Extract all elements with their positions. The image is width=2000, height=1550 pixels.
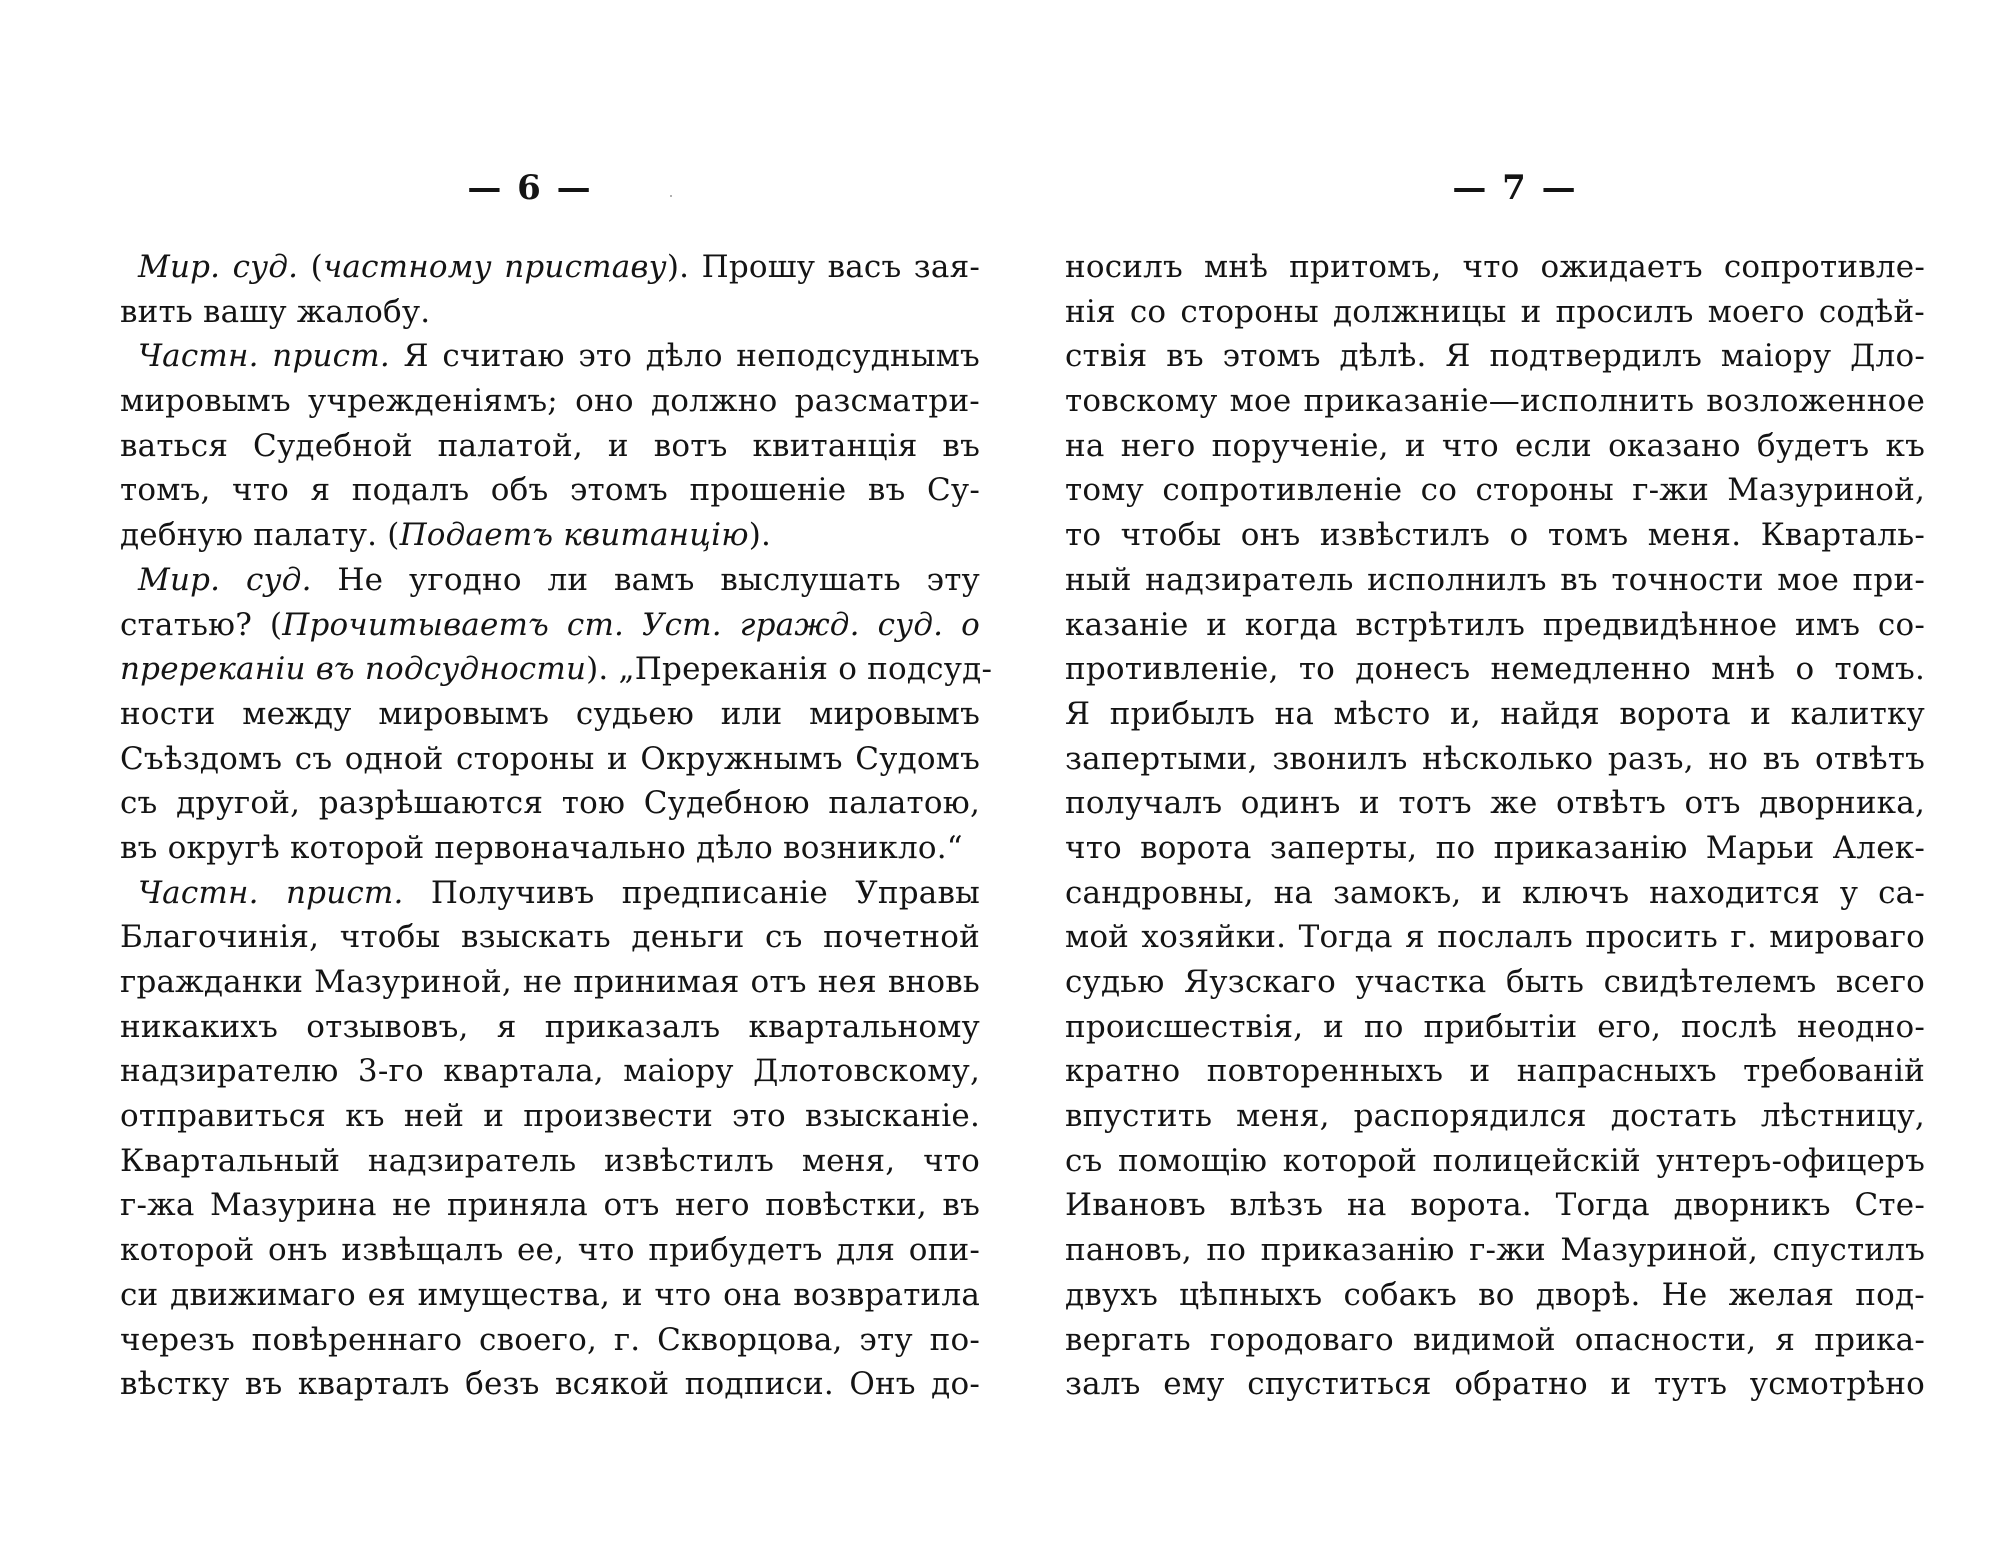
text-line (1065, 737, 1925, 782)
text-line (120, 781, 980, 826)
line-text: ). Прошу васъ зая- (666, 249, 981, 285)
line-text: ( (298, 249, 323, 285)
line-text: гражданки Мазуриной, не принимая отъ нея вновь (120, 964, 980, 1000)
line-text: тому сопротивленіе со стороны г-жи Мазуриной, (1065, 472, 1925, 509)
text-line (120, 468, 980, 513)
right-page (1065, 0, 1925, 1550)
line-text: томъ, что я подалъ объ этомъ прошеніе въ Су- (120, 472, 980, 509)
line-text: ваться Судебной палатой, и вотъ квитанція въ (120, 427, 980, 464)
text-line (120, 1273, 980, 1318)
line-text: казаніе и когда встрѣтилъ предвидѣнное имъ со- (1065, 606, 1925, 643)
line-text: двухъ цѣпныхъ собакъ во дворѣ. Не желая под- (1065, 1276, 1925, 1313)
stage-direction: пререканіи въ подсудности (120, 651, 587, 688)
text-line (120, 737, 980, 782)
line-text: вѣстку въ кварталъ безъ всякой подписи. Онъ до- (120, 1366, 980, 1403)
line-text: ный надзиратель исполнилъ въ точности мое при- (1065, 561, 1925, 598)
line-text: носилъ мнѣ притомъ, что ожидаетъ сопротивле- (1065, 249, 1925, 285)
text-line (1065, 1273, 1925, 1318)
left-page (120, 0, 993, 1550)
line-text: Я считаю это дѣло неподсуднымъ (389, 338, 980, 375)
text-line (1065, 692, 1925, 737)
text-line (120, 1183, 980, 1228)
text-line (120, 915, 980, 960)
text-line (120, 558, 980, 603)
line-text: на него порученіе, и что если оказано будетъ къ (1065, 427, 1925, 464)
line-text: Ивановъ влѣзъ на ворота. Тогда дворникъ Сте- (1065, 1187, 1925, 1224)
line-text: судью Яузскаго участка быть свидѣтелемъ всего (1065, 964, 1925, 1000)
text-line (120, 1318, 980, 1363)
line-text: что ворота заперты, по приказанію Марьи Алек- (1065, 829, 1925, 866)
line-text: Благочинія, чтобы взыскать деньги съ почетной (120, 919, 980, 956)
text-line (1065, 245, 1925, 290)
line-text: отправиться къ ней и произвести это взысканіе. (120, 1098, 980, 1135)
text-line (1065, 1049, 1925, 1094)
speaker-label: Частн. прист. (138, 338, 390, 375)
line-text: происшествія, и по прибытіи его, послѣ неодно- (1065, 1008, 1925, 1045)
text-line (120, 1005, 980, 1050)
stage-direction: частному приставу (322, 249, 667, 285)
text-line (120, 424, 980, 469)
text-line (1065, 1139, 1925, 1184)
text-line (1065, 647, 1925, 692)
line-text: вергать городоваго видимой опасности, я прика- (1065, 1321, 1925, 1358)
text-line (1065, 871, 1925, 916)
line-text: ). (748, 517, 772, 554)
left-page-text (120, 245, 993, 1407)
line-text: никакихъ отзывовъ, я приказалъ квартальному (120, 1008, 980, 1045)
text-line (1065, 960, 1925, 1005)
line-text: кратно повторенныхъ и напрасныхъ требованій (1065, 1053, 1925, 1090)
line-text: Получивъ предписаніе Управы (403, 874, 980, 911)
text-line (120, 603, 980, 648)
line-text: си движимаго ея имущества, и что она возвратила (120, 1276, 980, 1313)
line-text: съ помощію которой полицейскій унтеръ-офицеръ (1065, 1142, 1925, 1179)
text-line (1065, 334, 1925, 379)
text-line (120, 379, 980, 424)
text-line (120, 245, 980, 290)
line-text: Съѣздомъ съ одной стороны и Окружнымъ Судомъ (120, 740, 980, 777)
line-text: Не угодно ли вамъ выслушать эту (311, 561, 980, 598)
line-text: впустить меня, распорядился достать лѣстницу, (1065, 1098, 1925, 1135)
line-text: сандровны, на замокъ, и ключъ находится у са- (1065, 874, 1925, 911)
text-line (120, 871, 980, 916)
line-text: дебную палату. ( (120, 517, 400, 554)
text-line (120, 826, 980, 871)
text-line (1065, 1183, 1925, 1228)
line-text: Я прибылъ на мѣсто и, найдя ворота и калитку (1065, 695, 1925, 732)
page-number-left: — 6 — (467, 168, 593, 208)
line-text: запертыми, звонилъ нѣсколько разъ, но въ отвѣтъ (1065, 740, 1925, 777)
line-text: Квартальный надзиратель извѣстилъ меня, что (120, 1142, 980, 1179)
text-line (1065, 1228, 1925, 1273)
text-line (1065, 603, 1925, 648)
speaker-label: Мир. суд. (138, 249, 299, 285)
text-line (1065, 513, 1925, 558)
stage-direction: Подаетъ квитанцію (399, 517, 749, 554)
text-line (1065, 424, 1925, 469)
text-line (120, 1362, 980, 1407)
line-text: вить вашу жалобу. (120, 293, 431, 330)
text-line (120, 1139, 980, 1184)
page-number-right: — 7 — (1452, 168, 1578, 208)
text-line (1065, 1094, 1925, 1139)
text-line (1065, 1005, 1925, 1050)
line-text: черезъ повѣреннаго своего, г. Скворцова, эту по- (120, 1321, 980, 1358)
text-line (120, 960, 980, 1005)
text-line (120, 1228, 980, 1273)
text-line (1065, 1318, 1925, 1363)
text-line (120, 692, 980, 737)
text-line (1065, 290, 1925, 335)
right-page-text (1065, 245, 1925, 1407)
line-text: противленіе, то донесъ немедленно мнѣ о томъ. (1065, 651, 1925, 688)
text-line (120, 334, 980, 379)
line-text: статью? ( (120, 606, 283, 643)
line-text: въ округѣ которой первоначально дѣло возникло.“ (120, 829, 963, 866)
line-text: г-жа Мазурина не приняла отъ него повѣстки, въ (120, 1187, 980, 1224)
text-line (1065, 826, 1925, 871)
line-text: ). „Пререканія о подсуд- (586, 651, 993, 688)
text-line (1065, 379, 1925, 424)
text-line (120, 1049, 980, 1094)
text-line (120, 290, 980, 335)
line-text: нія со стороны должницы и просилъ моего содѣй- (1065, 293, 1925, 330)
line-text: мой хозяйки. Тогда я послалъ просить г. мироваго (1065, 919, 1925, 956)
speaker-label: Мир. суд. (138, 561, 312, 598)
text-line (120, 1094, 980, 1139)
line-text: то чтобы онъ извѣстилъ о томъ меня. Кварталь- (1065, 517, 1925, 554)
text-line (1065, 468, 1925, 513)
line-text: ствія въ этомъ дѣлѣ. Я подтвердилъ маіору Дло- (1065, 338, 1925, 375)
line-text: надзирателю 3-го квартала, маіору Длотовскому, (120, 1053, 980, 1090)
text-line (1065, 781, 1925, 826)
text-line (1065, 558, 1925, 603)
stage-direction: Прочитываетъ ст. Уст. гражд. суд. о (282, 606, 980, 643)
line-text: съ другой, разрѣшаются тою Судебною палатою, (120, 785, 980, 822)
text-line (120, 647, 993, 692)
text-line (1065, 915, 1925, 960)
line-text: мировымъ учрежденіямъ; оно должно разсматри- (120, 383, 980, 420)
line-text: ности между мировымъ судьею или мировымъ (120, 695, 980, 732)
text-line (1065, 1362, 1925, 1407)
speaker-label: Частн. прист. (138, 874, 404, 911)
line-text: которой онъ извѣщалъ ее, что прибудетъ для опи- (120, 1232, 980, 1269)
line-text: залъ ему спуститься обратно и тутъ усмотрѣно (1065, 1366, 1925, 1403)
line-text: получалъ одинъ и тотъ же отвѣтъ отъ дворника, (1065, 785, 1925, 822)
line-text: пановъ, по приказанію г-жи Мазуриной, спустилъ (1065, 1232, 1925, 1269)
text-line (120, 513, 980, 558)
line-text: товскому мое приказаніе—исполнить возложенное (1065, 383, 1925, 420)
